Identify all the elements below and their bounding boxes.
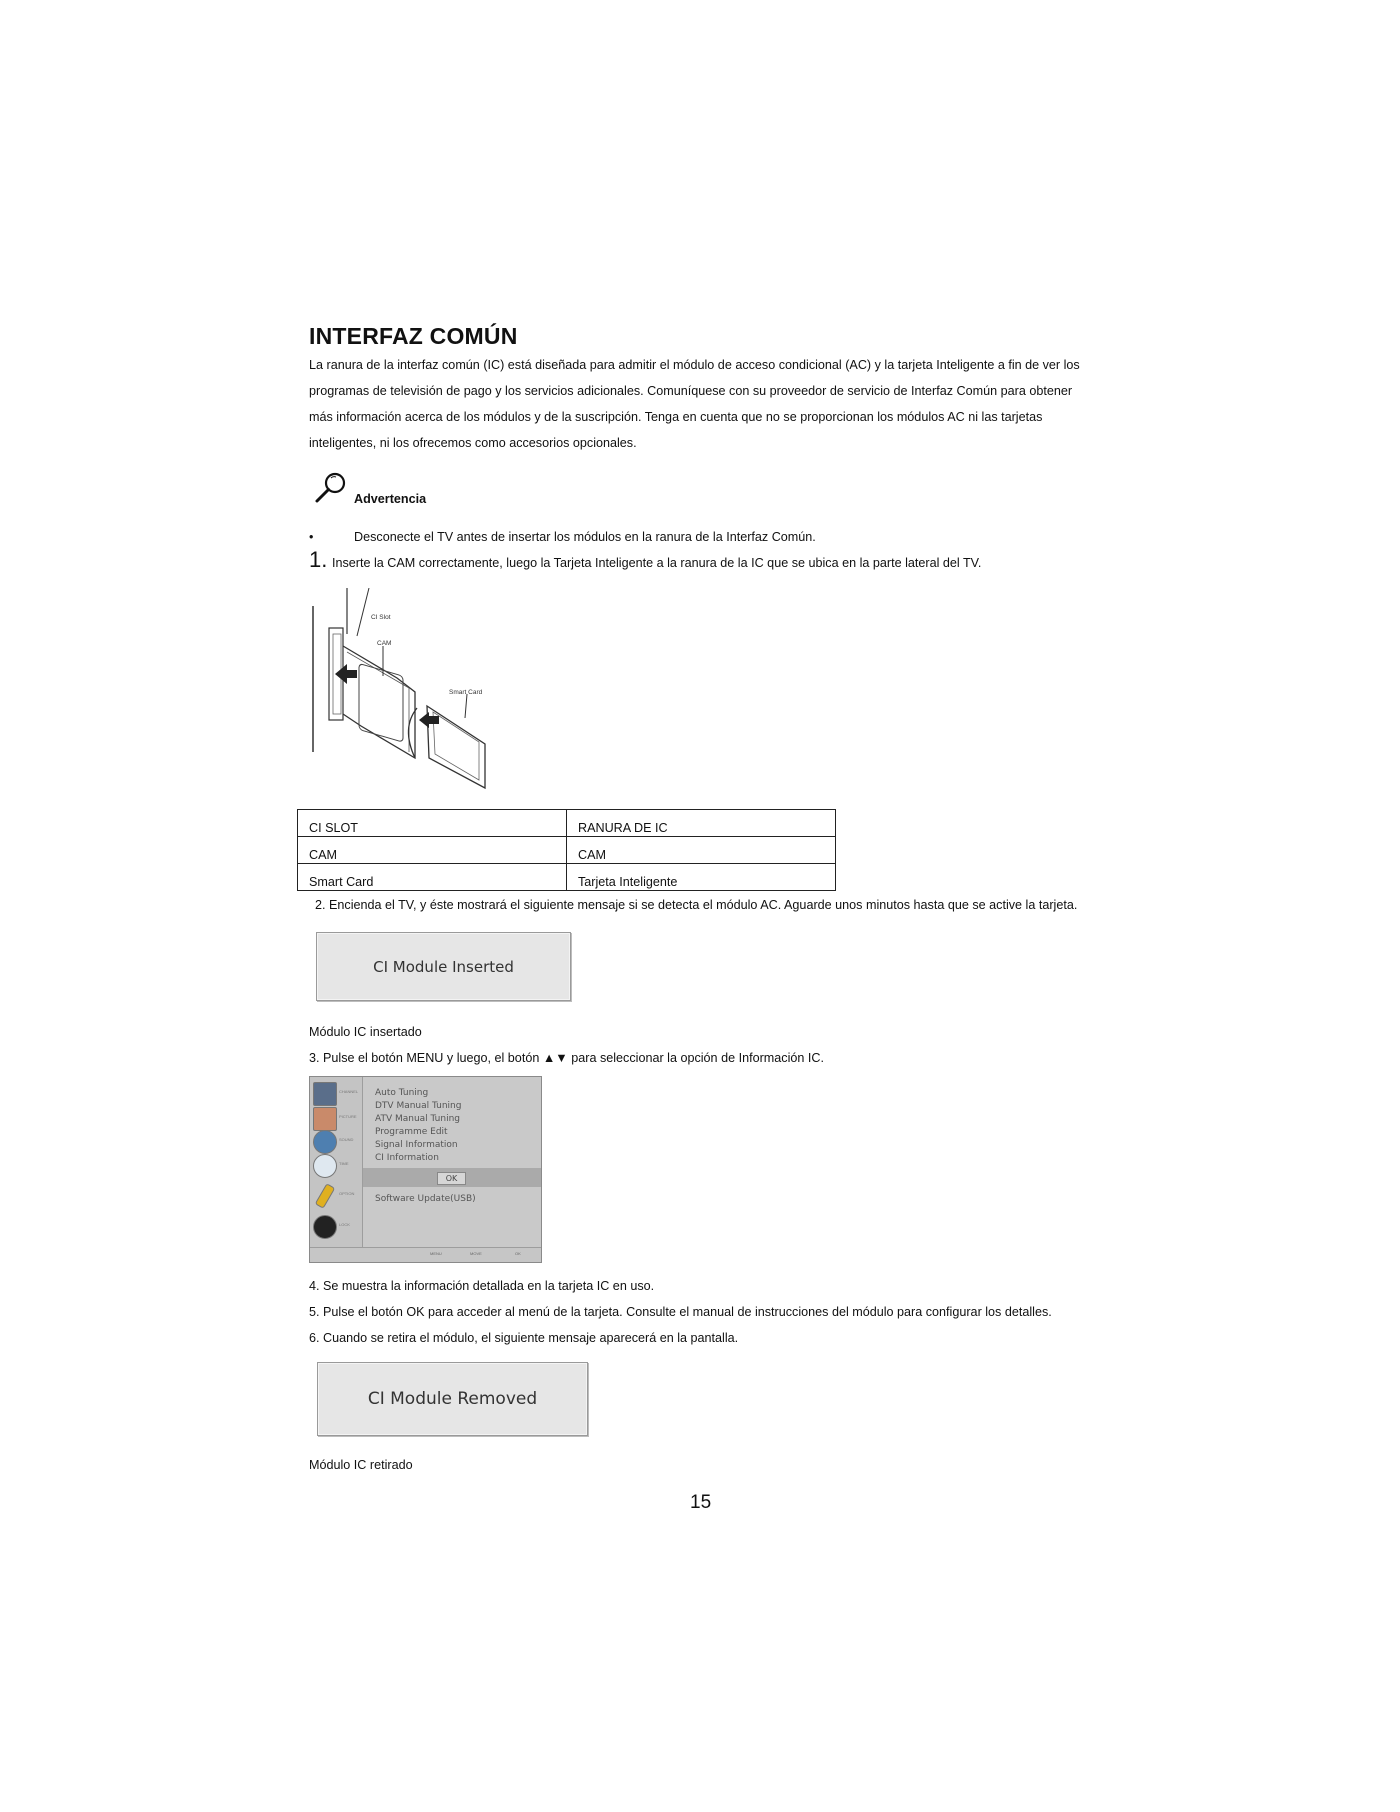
page-number: 15: [690, 1492, 712, 1513]
osd-text: CI Module Removed: [367, 1389, 538, 1409]
ci-slot-diagram: [305, 588, 505, 803]
intro-line: programas de televisión de pago y los servicios adicionales. Comuníquese con su proveedor de servicio de Interfaz Común para obtener: [309, 384, 1073, 398]
menu-footer-hint: OK: [515, 1251, 521, 1256]
terms-table: [297, 809, 836, 891]
table-row: [298, 864, 836, 891]
lock-icon: [313, 1215, 337, 1239]
menu-item[interactable]: DTV Manual Tuning: [375, 1101, 462, 1111]
bullet-marker: •: [309, 530, 314, 544]
menu-item[interactable]: ATV Manual Tuning: [375, 1114, 460, 1124]
menu-items: [375, 1087, 461, 1165]
caption-inserted: Módulo IC insertado: [309, 1025, 422, 1039]
table-cell: CAM: [298, 837, 567, 864]
diagram-label-slot: CI Slot: [371, 614, 391, 621]
table-cell: CAM: [567, 837, 836, 864]
menu-side-label: TIME: [339, 1161, 349, 1166]
osd-text: CI Module Inserted: [373, 957, 514, 976]
table-cell: Tarjeta Inteligente: [567, 864, 836, 891]
channel-icon: [313, 1082, 337, 1106]
menu-sidebar: [310, 1077, 363, 1247]
option-icon: [315, 1183, 336, 1209]
osd-module-removed: [317, 1362, 588, 1436]
intro-line: inteligentes, ni los ofrecemos como accesorios opcionales.: [309, 436, 637, 450]
intro-line: más información acerca de los módulos y de la suscripción. Tenga en cuenta que no se proporcionan los módulos AC ni las tarjetas: [309, 410, 1043, 424]
step-number: 1.: [309, 547, 328, 572]
menu-item[interactable]: CI Information: [375, 1153, 439, 1163]
warning-label: Advertencia: [354, 492, 427, 506]
intro-line: La ranura de la interfaz común (IC) está diseñada para admitir el módulo de acceso condicional (AC) y la tarjeta Inteligente a fin de ver los: [309, 358, 1080, 372]
osd-module-inserted: [316, 932, 571, 1001]
picture-icon: [313, 1107, 337, 1131]
menu-side-label: OPTION: [339, 1191, 355, 1196]
menu-footer-hint: MENU: [430, 1251, 442, 1256]
intro-paragraph: [309, 352, 1099, 456]
table-row: [298, 837, 836, 864]
diagram-label-card: Smart Card: [449, 689, 483, 696]
section-title: INTERFAZ COMÚN: [309, 323, 518, 349]
menu-item-software-update[interactable]: Software Update(USB): [375, 1194, 476, 1204]
menu-side-label: PICTURE: [339, 1114, 357, 1119]
sound-icon: [313, 1130, 337, 1154]
magnifier-icon: [313, 470, 349, 511]
menu-ok-button[interactable]: OK: [437, 1172, 466, 1185]
step-4-text: 4. Se muestra la información detallada en la tarjeta IC en uso.: [309, 1279, 655, 1293]
menu-item[interactable]: Programme Edit: [375, 1127, 448, 1137]
tv-menu-screenshot: [309, 1076, 542, 1263]
menu-footer: [310, 1247, 541, 1263]
step-1-text: Inserte la CAM correctamente, luego la Tarjeta Inteligente a la ranura de la IC que se ubica en la parte lateral del TV.: [332, 556, 982, 570]
table-row: [298, 810, 836, 837]
menu-side-label: LOCK: [339, 1222, 350, 1227]
menu-item[interactable]: Signal Information: [375, 1140, 458, 1150]
step-2-text: 2. Encienda el TV, y éste mostrará el siguiente mensaje si se detecta el módulo AC. Aguarde unos minutos hasta que se active la tarjeta.: [315, 898, 1078, 912]
menu-footer-hint: MOVE: [470, 1251, 482, 1256]
table-cell: RANURA DE IC: [567, 810, 836, 837]
menu-item[interactable]: Auto Tuning: [375, 1088, 429, 1098]
menu-side-label: CHANNEL: [339, 1089, 359, 1094]
step-6-text: 6. Cuando se retira el módulo, el siguiente mensaje aparecerá en la pantalla.: [309, 1331, 739, 1345]
diagram-label-cam: CAM: [377, 640, 392, 647]
step-5-text: 5. Pulse el botón OK para acceder al menú de la tarjeta. Consulte el manual de instrucciones del módulo para configurar los detalles.: [309, 1305, 1052, 1319]
caption-removed: Módulo IC retirado: [309, 1458, 413, 1472]
clock-icon: [313, 1154, 337, 1178]
warning-text: Desconecte el TV antes de insertar los módulos en la ranura de la Interfaz Común.: [354, 530, 816, 544]
table-cell: CI SLOT: [298, 810, 567, 837]
menu-side-label: SOUND: [339, 1137, 354, 1142]
step-3-text: 3. Pulse el botón MENU y luego, el botón ▲▼ para seleccionar la opción de Información IC.: [309, 1051, 824, 1065]
table-cell: Smart Card: [298, 864, 567, 891]
